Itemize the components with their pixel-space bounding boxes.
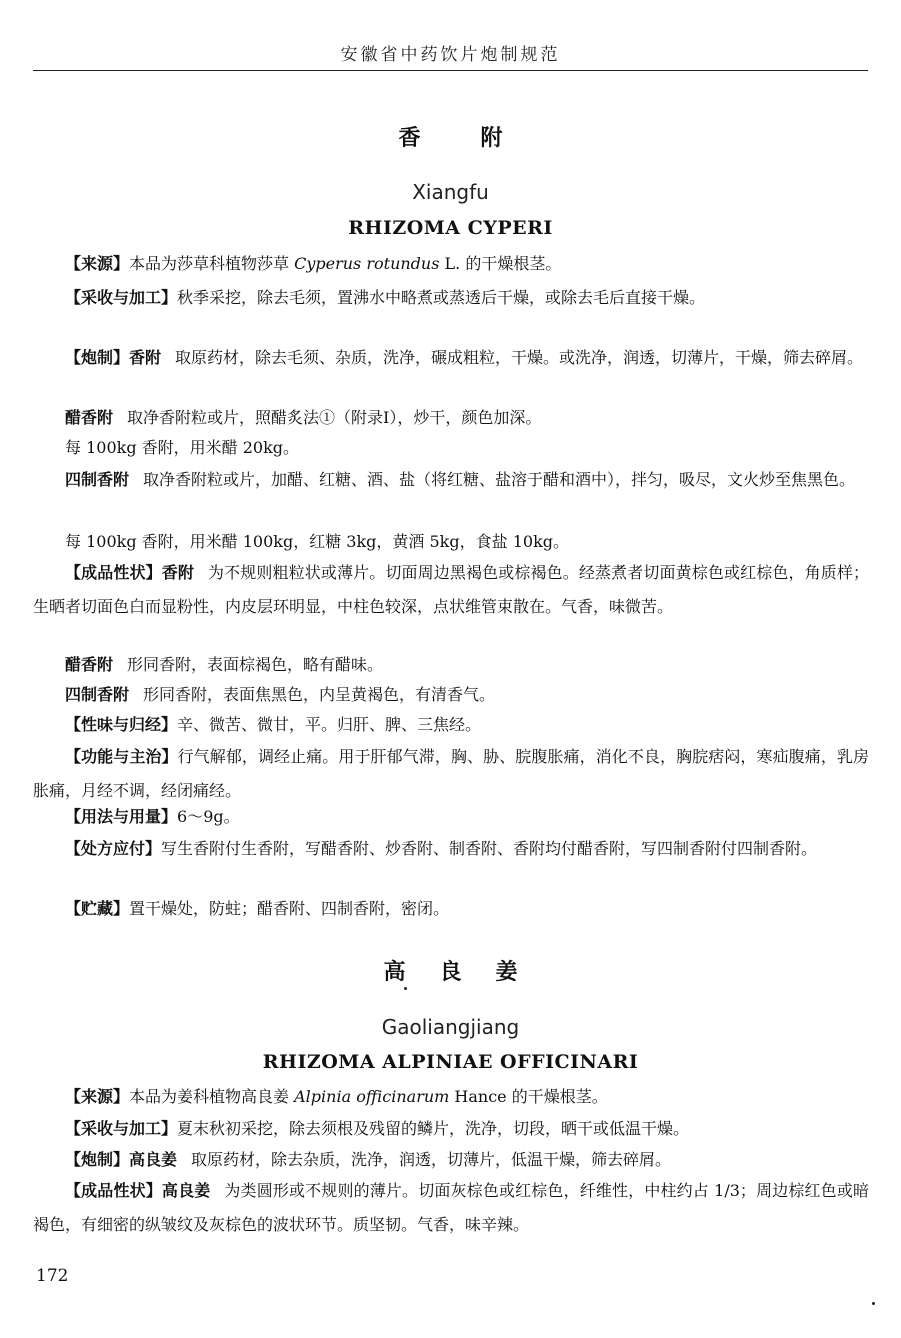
vinegar-processing-paragraph: 醋香附 取净香附粒或片，照醋炙法①（附录Ⅰ），炒干，颜色加深。 — [65, 408, 542, 427]
prescription-paragraph: 【处方应付】写生香附付生香附，写醋香附、炒香附、制香附、香附均付醋香附，写四制香附付四制香附。 — [65, 839, 818, 858]
subheading: 香附 — [161, 563, 194, 582]
harvest-paragraph: 【采收与加工】夏末秋初采挖，除去须根及残留的鳞片，洗净，切段，晒干或低温干燥。 — [65, 1119, 690, 1138]
latin-species: Alpinia officinarum — [294, 1087, 450, 1106]
nature-paragraph: 【性味与归经】辛、微苦、微甘，平。归肝、脾、三焦经。 — [65, 715, 482, 734]
title-char: 香 — [398, 125, 421, 151]
section-label: 【采收与加工】 — [65, 1119, 178, 1138]
section-label: 【采收与加工】 — [65, 288, 178, 307]
entry-title-gaoliangjiang — [0, 955, 901, 986]
section-label: 【处方应付】 — [65, 839, 162, 858]
page-number: 172 — [36, 1266, 69, 1286]
section-label: 【来源】 — [65, 254, 130, 273]
subheading: 高良姜 — [129, 1150, 178, 1169]
entry-pinyin: Gaoliangjiang — [381, 1015, 520, 1039]
source-paragraph: 【来源】本品为姜科植物高良姜 Alpinia officinarum Hance 的干燥根茎。 — [65, 1087, 608, 1106]
vinegar-ratio: 每 100kg 香附，用米醋 20kg。 — [65, 438, 300, 457]
latin-species: Cyperus rotundus — [294, 254, 440, 273]
section-label: 【来源】 — [65, 1087, 130, 1106]
header-rule — [33, 70, 868, 71]
title-char: 姜 — [495, 959, 518, 985]
storage-paragraph: 【贮藏】置干燥处，防蛀；醋香附、四制香附，密闭。 — [65, 899, 450, 918]
running-header: 安徽省中药饮片炮制规范 — [340, 45, 561, 65]
section-label: 【贮藏】 — [65, 899, 130, 918]
section-label: 【炮制】 — [65, 348, 130, 367]
section-label: 【炮制】 — [65, 1150, 130, 1169]
function-paragraph: 【功能与主治】行气解郁，调经止痛。用于肝郁气滞，胸、胁、脘腹胀痛，消化不良，胸脘痞闷，寒疝腹痛，乳房胀痛，月经不调，经闭痛经。 — [33, 747, 869, 800]
entry-latin-name: RHIZOMA CYPERI — [348, 217, 553, 239]
subheading: 四制香附 — [65, 470, 130, 489]
scan-speck — [872, 1302, 875, 1305]
harvest-paragraph: 【采收与加工】秋季采挖，除去毛须，置沸水中略煮或蒸透后干燥，或除去毛后直接干燥。 — [65, 288, 706, 307]
subheading: 高良姜 — [161, 1181, 211, 1200]
subheading: 四制香附 — [65, 685, 130, 704]
subheading: 醋香附 — [65, 408, 114, 427]
entry-pinyin: Xiangfu — [412, 180, 489, 204]
title-char: 附 — [480, 125, 503, 151]
section-label: 【用法与用量】 — [65, 807, 178, 826]
entry-latin-name: RHIZOMA ALPINIAE OFFICINARI — [262, 1051, 639, 1073]
processing-paragraph: 【炮制】高良姜 取原药材，除去杂质，洗净，润透，切薄片，低温干燥，筛去碎屑。 — [65, 1150, 672, 1169]
title-char: 良 — [439, 959, 462, 985]
subheading: 醋香附 — [65, 655, 114, 674]
entry-title-xiangfu — [0, 121, 901, 152]
section-label: 【成品性状】 — [65, 1181, 162, 1200]
dosage-paragraph: 【用法与用量】6～9g。 — [65, 807, 240, 826]
char-vinegar-paragraph: 醋香附 形同香附，表面棕褐色，略有醋味。 — [65, 655, 384, 674]
character-paragraph: 【成品性状】香附 为不规则粗粒状或薄片。切面周边黑褐色或棕褐色。经蒸煮者切面黄棕色或红棕色，角质样；生晒者切面色白而显粉性，内皮层环明显，中柱色较深，点状维管束散在。气香，味微苦。 — [33, 563, 869, 616]
subheading: 香附 — [129, 348, 162, 367]
four-processing-paragraph: 四制香附 取净香附粒或片，加醋、红糖、酒、盐（将红糖、盐溶于醋和酒中），拌匀，吸尽，文火炒至焦黑色。 — [65, 470, 856, 489]
title-char: 高 — [383, 959, 406, 985]
character-paragraph: 【成品性状】高良姜 为类圆形或不规则的薄片。切面灰棕色或红棕色，纤维性，中柱约占 1/3；周边棕红色或暗褐色，有细密的纵皱纹及灰棕色的波状环节。质坚韧。气香，味辛辣。 — [33, 1181, 869, 1234]
source-paragraph: 【来源】本品为莎草科植物莎草 Cyperus rotundus L. 的干燥根茎。 — [65, 254, 562, 273]
section-label: 【功能与主治】 — [65, 747, 178, 766]
processing-paragraph: 【炮制】香附 取原药材，除去毛须、杂质，洗净，碾成粗粒，干燥。或洗净，润透，切薄片，干燥，筛去碎屑。 — [65, 348, 864, 367]
section-label: 【性味与归经】 — [65, 715, 178, 734]
char-four-paragraph: 四制香附 形同香附，表面焦黑色，内呈黄褐色，有清香气。 — [65, 685, 496, 704]
four-ratio: 每 100kg 香附，用米醋 100kg，红糖 3kg，黄酒 5kg，食盐 10kg。 — [65, 532, 570, 551]
scan-speck — [404, 987, 407, 990]
section-label: 【成品性状】 — [65, 563, 162, 582]
